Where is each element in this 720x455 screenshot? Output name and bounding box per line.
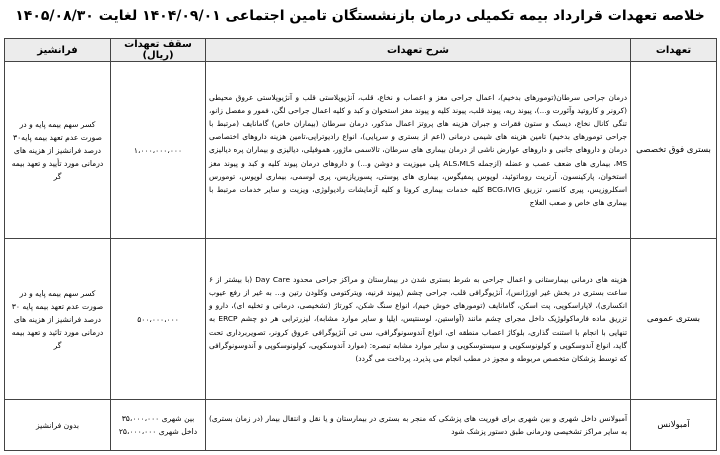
ceiling-amount: ۱،۰۰۰،۰۰۰،۰۰۰ (133, 145, 183, 155)
ceiling-cell (111, 400, 206, 451)
description-cell: آمبولانس داخل شهری و بین شهری برای فوریت های پزشکی که منجر به بستری در بیمارستان و یا نقل و انتقال بیمار (در زمان بستری) به سایر مراکز تشخیصی ودرمانی طبق دستور پزشک شود (206, 400, 631, 451)
franchise-cell: بدون فرانشیز (5, 400, 111, 451)
franchise-cell: کسر سهم بیمه پایه و در صورت عدم تعهد بیمه پایه ۳۰ درصد فرانشیز از هزینه های درمانی مورد تائید و تعهد بیمه گر (5, 239, 111, 400)
table-header-row (5, 39, 717, 62)
ceiling-cell (111, 62, 206, 239)
description-cell: درمان جراحی سرطان(تومورهای بدخیم)، اعمال جراحی مغز و اعصاب و نخاع، قلب، آنژیوپلاستی قلب و آنژیوپلاستی عروق محیطی (کرونر و کاروتید وآئورت و...)، پیوند ریه، پیوند قلب، پیوند کلیه و پیوند مغز استخوان و کبد و کلیه اعمال جراحی لگن، فمور و مفصل زانو، تنگی کانال نخاع، دیسک و ستون فقرات و جبران هزینه های پروتز اعمال مذکور، درمان سرطان (بیماران خاص) گامانایف (مرتبط با جراحی تومورهای بدخیم) تامین هزینه های شیمی درمانی (اعم از بستری و سرپایی)، انواع رادیوتراپی،تامین هزینه داروهای اختصاصی درمان و داروهای جانبی و داروهای عوارض ناشی از درمان بیماری های سرطان، تالاسمی ماژور، هموفیلی، دیالیزی و بیماران پره دیالیزی MS، بیماری های ضعف عصب و عضله (ازجمله ALS،MLS پلی میوزیت و دوشن و...) و داروهای درمان پیوند کلیه و کبد و پیوند مغز استخوان، پارکینسون، آرتریت روماتوئید، لوپوس پمفیگوس، بیماری های پوستی، پسوریازیس، پری لوسمی، بیماری لوپوس، تومورس اسکلروزیس، پیری کانسر، تزریق BCG،IVIG کلیه خدمات بیماری کرونا و کلیه آزمایشات رادیولوژی، ویزیت و سایر خدمات مرتبط با بیماری های خاص و صعب العلاج (206, 62, 631, 239)
ceiling-cell (111, 239, 206, 400)
header-ceiling: سقف تعهدات (ریال) (111, 39, 206, 62)
ceiling-intracity: داخل شهری ۲۵،۰۰۰،۰۰۰ (118, 427, 198, 436)
service-cell: بستری فوق تخصصی (631, 62, 717, 239)
table-row (5, 239, 717, 400)
description-cell: هزینه های درمانی بیمارستانی و اعمال جراحی به شرط بستری شدن در بیمارستان و مراکز جراحی محدود Day Care (با بیشتر از ۶ ساعت بستری در بخش غیر اورژانس)، آنژیوگرافی قلب، جراحی چشم (پیوند قرنیه، ویترکتومی وکلودن رتین و... به غیر از رفع عیوب انکساری)، لاپاراسکوپی، پت اسکن، گامانایف (تومورهای خوش خیم)، انواع سنگ شکن، کورتاژ (تشخیصی، درمانی و تخلیه ای)، دارو و تزریق ماده فارماکولوژیک داخل مجرای چشم مانند (آواستین، لوسنتیس، ایلیا و سایر موارد مشابه)، لیزرترابی هر دو چشم ERCP به تنهایی با انجام با استنت گذاری، بلوکاژ اعصاب منطقه ای، انواع آندوسونوگرافی، سی تی آنژیوگرافی عروق کرونر، تصویربرداری تحت گاید، انواع آندوسکوپی و کولونوسکوپی و سیستوسکوپی و سایر موارد مشابه تبصره: (موارد آندوسکوپی، کولونوسکوپی و آندوسونوگرافی که توسط پزشکان متخصص مربوطه و مجوز در مطب انجام می پذیرد، پرداخت می گردد) (206, 239, 631, 400)
table-row (5, 400, 717, 451)
service-cell: بستری عمومی (631, 239, 717, 400)
commitments-table (4, 38, 717, 451)
table-row (5, 62, 717, 239)
ceiling-intercity: بین شهری ۳۵،۰۰۰،۰۰۰ (121, 414, 195, 423)
document-title: خلاصه تعهدات قرارداد بیمه تکمیلی درمان بازنشستگان تامین اجتماعی ۱۴۰۴/۰۹/۰۱ لغایت ۱۴۰۵/۰۸/۳۰ (15, 8, 705, 24)
franchise-cell: کسر سهم بیمه پایه و در صورت عدم تعهد بیمه پایه۳۰ درصد فرانشیز از هزینه های درمانی مورد تأیید و تعهد بیمه گر (5, 62, 111, 239)
header-franchise: فرانشیز (5, 39, 111, 62)
ceiling-amount: ۵۰۰،۰۰۰،۰۰۰ (137, 314, 179, 324)
header-service: تعهدات (631, 39, 717, 62)
service-cell: آمبولانس (631, 400, 717, 451)
header-description: شرح تعهدات (206, 39, 631, 62)
